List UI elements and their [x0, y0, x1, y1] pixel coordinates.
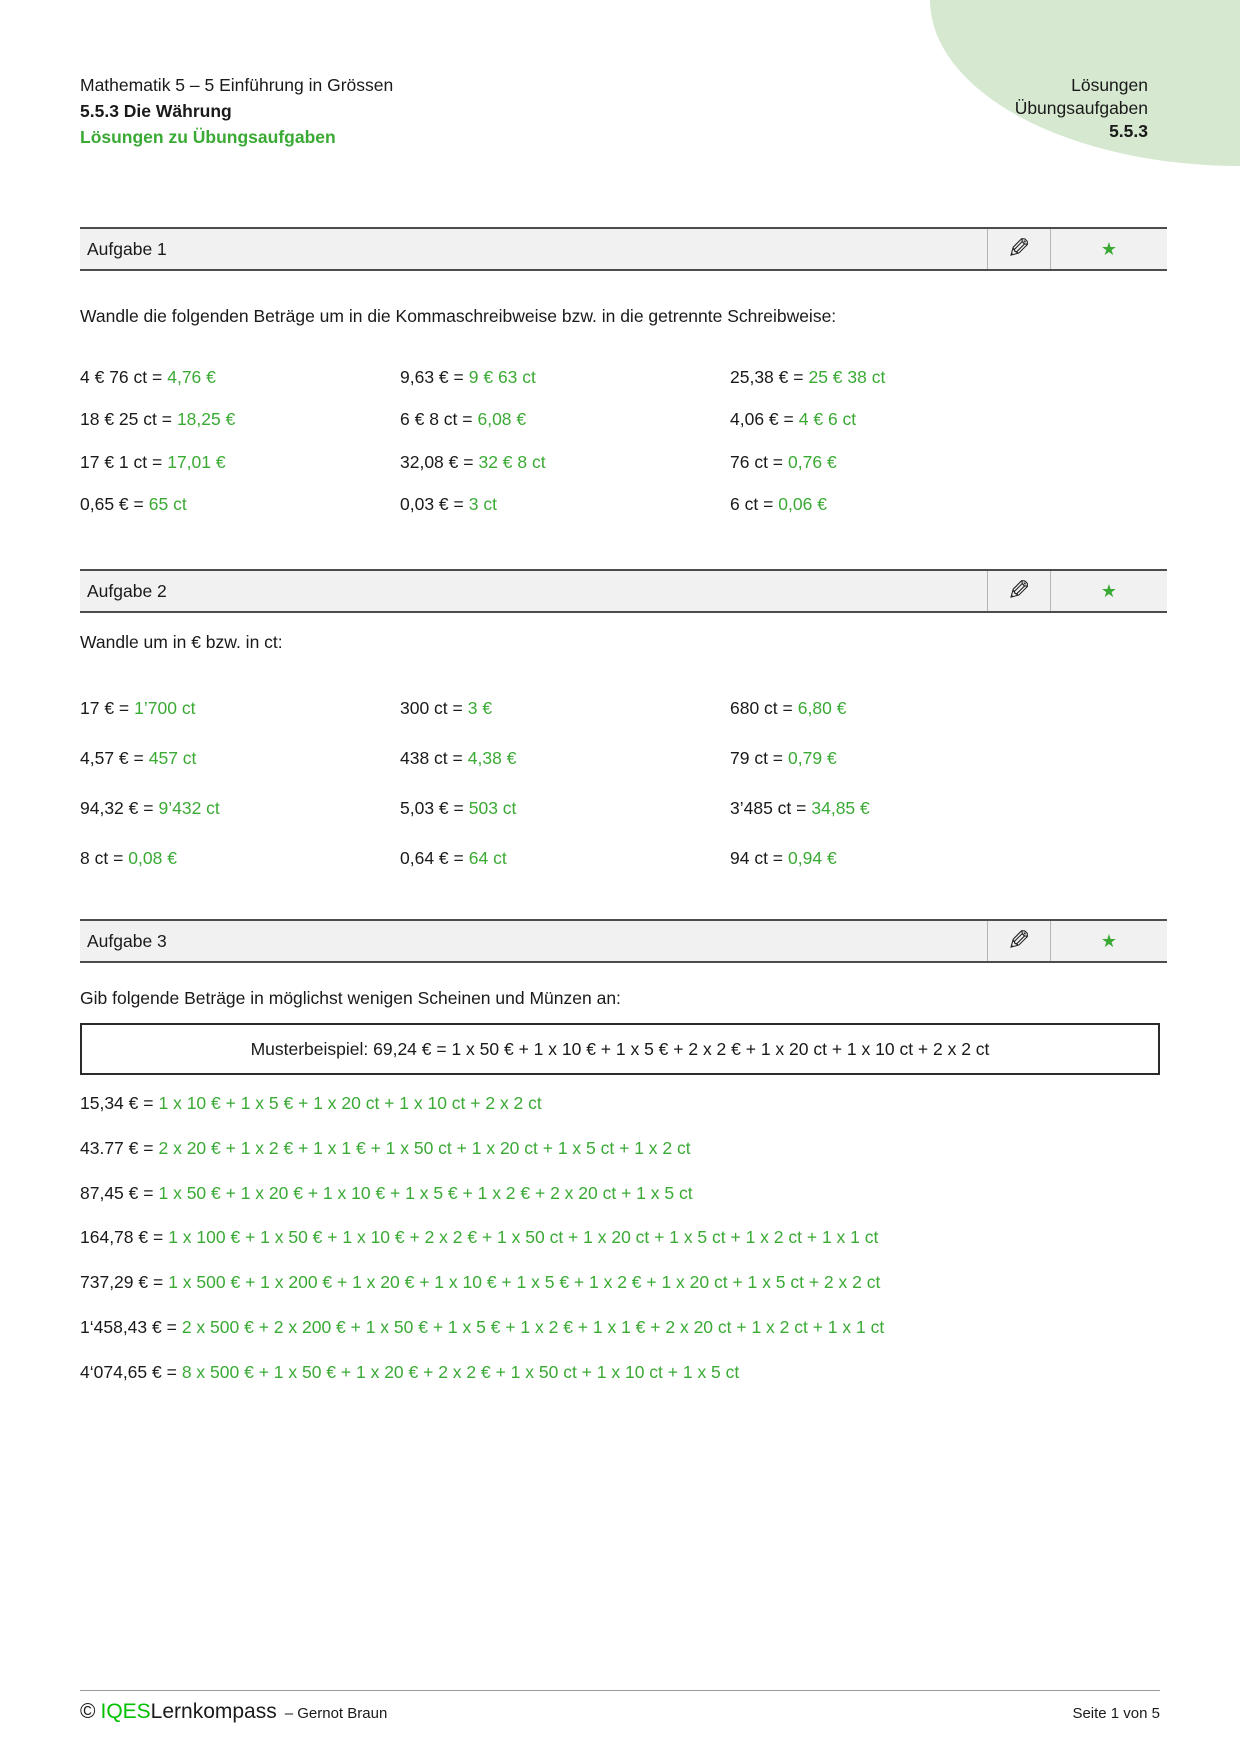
conversion-item: 18 € 25 ct = 18,25 €: [80, 409, 236, 430]
footer-divider: [80, 1690, 1160, 1691]
star-icon: ★: [1100, 931, 1118, 951]
section-bar-aufgabe-3: [80, 919, 1167, 963]
page-number: Seite 1 von 5: [1072, 1705, 1160, 1722]
pencil-cell: [987, 229, 1050, 269]
section-title: Aufgabe 2: [87, 580, 167, 601]
author-credit: – Gernot Braun: [284, 1705, 388, 1722]
conversion-item: 94,32 € = 9’432 ct: [80, 798, 220, 818]
conversion-item: 0,65 € = 65 ct: [80, 493, 187, 514]
example-box: [80, 1023, 1160, 1075]
section-title: Aufgabe 1: [87, 238, 167, 259]
answer-line: 1‘458,43 € = 2 x 500 € + 2 x 200 € + 1 x 50 € + 1 x 5 € + 1 x 2 € + 1 x 1 € + 2 x 20 ct + 1 x 2 ct + 1 x 1 ct: [80, 1316, 885, 1337]
conversion-item: 5,03 € = 503 ct: [400, 798, 517, 818]
header-right-block: [1015, 74, 1148, 143]
pencil-cell: [987, 921, 1050, 961]
conversion-item: 0,03 € = 3 ct: [400, 493, 497, 514]
pencil-icon: ✎: [1007, 575, 1031, 606]
answer-line: 15,34 € = 1 x 10 € + 1 x 5 € + 1 x 20 ct + 1 x 10 ct + 2 x 2 ct: [80, 1093, 542, 1113]
header-right-line-loesungen: Lösungen: [1071, 75, 1148, 95]
iqes-logo: IQES: [100, 1700, 151, 1723]
footer: [80, 1700, 1160, 1724]
answer-line: 4‘074,65 € = 8 x 500 € + 1 x 50 € + 1 x 20 € + 2 x 2 € + 1 x 50 ct + 1 x 10 ct + 1 x 5 ct: [80, 1361, 740, 1382]
conversion-item: 4,57 € = 457 ct: [80, 748, 197, 768]
conversion-item: 9,63 € = 9 € 63 ct: [400, 367, 536, 387]
star-cell: [1050, 921, 1167, 961]
conversion-item: 17 € = 1’700 ct: [80, 698, 196, 718]
section-bar-aufgabe-2: [80, 569, 1167, 613]
conversion-grid-aufgabe-2: [80, 698, 1160, 898]
course-title: Mathematik 5 – 5 Einführung in Grössen: [80, 75, 394, 95]
conversion-item: 8 ct = 0,08 €: [80, 848, 177, 868]
task-instruction: Gib folgende Beträge in möglichst wenigen Scheinen und Münzen an:: [80, 988, 621, 1008]
pencil-cell: [987, 571, 1050, 611]
conversion-item: 4,06 € = 4 € 6 ct: [730, 409, 857, 430]
header-right-line-uebungsaufgaben: Übungsaufgaben: [1014, 98, 1148, 118]
conversion-item: 94 ct = 0,94 €: [730, 848, 837, 868]
answer-line: 164,78 € = 1 x 100 € + 1 x 50 € + 1 x 10 € + 2 x 2 € + 1 x 50 ct + 1 x 20 ct + 1 x 5 ct + 1 x 2 ct + 1 x 1 ct: [80, 1227, 879, 1248]
section-bar-aufgabe-1: [80, 227, 1167, 271]
answer-line: 737,29 € = 1 x 500 € + 1 x 200 € + 1 x 20 € + 1 x 10 € + 1 x 5 € + 1 x 2 € + 1 x 20 ct + 1 x 5 ct + 2 x 2 ct: [80, 1272, 881, 1293]
pencil-icon: ✎: [1007, 925, 1031, 956]
answer-line: 87,45 € = 1 x 50 € + 1 x 20 € + 1 x 10 € + 1 x 5 € + 1 x 2 € + 2 x 20 ct + 1 x 5 ct: [80, 1182, 693, 1203]
conversion-item: 6 € 8 ct = 6,08 €: [400, 409, 527, 430]
header-right-chapter-code: 5.5.3: [1109, 121, 1148, 141]
conversion-item: 680 ct = 6,80 €: [730, 698, 847, 718]
conversion-item: 79 ct = 0,79 €: [730, 748, 837, 768]
conversion-item: 76 ct = 0,76 €: [730, 451, 837, 472]
star-cell: [1050, 571, 1167, 611]
star-icon: ★: [1100, 581, 1118, 601]
document-subtitle: Lösungen zu Übungsaufgaben: [80, 127, 336, 147]
conversion-grid-aufgabe-1: [80, 367, 1160, 536]
star-cell: [1050, 229, 1167, 269]
conversion-item: 32,08 € = 32 € 8 ct: [400, 451, 546, 472]
conversion-item: 300 ct = 3 €: [400, 698, 493, 718]
star-icon: ★: [1100, 239, 1118, 259]
conversion-item: 438 ct = 4,38 €: [400, 748, 517, 768]
conversion-item: 17 € 1 ct = 17,01 €: [80, 451, 226, 472]
conversion-item: 0,64 € = 64 ct: [400, 848, 507, 868]
section-title: Aufgabe 3: [87, 930, 167, 951]
task-instruction: Wandle die folgenden Beträge um in die Kommaschreibweise bzw. in die getrennte Schreibweise:: [80, 306, 837, 326]
pencil-icon: ✎: [1007, 233, 1031, 264]
header-left-block: [80, 72, 393, 150]
conversion-item: 6 ct = 0,06 €: [730, 493, 827, 514]
example-text: Musterbeispiel: 69,24 € = 1 x 50 € + 1 x 10 € + 1 x 5 € + 2 x 2 € + 1 x 20 ct + 1 x 10 ct + 2 x 2 ct: [250, 1038, 990, 1059]
conversion-item: 25,38 € = 25 € 38 ct: [730, 367, 886, 387]
answer-lines-aufgabe-3: [80, 1081, 1200, 1395]
chapter-title: 5.5.3 Die Währung: [80, 101, 232, 121]
copyright-icon: ©: [80, 1700, 96, 1723]
conversion-item: 4 € 76 ct = 4,76 €: [80, 367, 216, 387]
conversion-item: 3’485 ct = 34,85 €: [730, 798, 870, 818]
answer-line: 43.77 € = 2 x 20 € + 1 x 2 € + 1 x 1 € + 1 x 50 ct + 1 x 20 ct + 1 x 5 ct + 1 x 2 ct: [80, 1137, 691, 1158]
task-instruction: Wandle um in € bzw. in ct:: [80, 632, 283, 652]
lernkompass-logo: Lernkompass: [150, 1700, 277, 1723]
